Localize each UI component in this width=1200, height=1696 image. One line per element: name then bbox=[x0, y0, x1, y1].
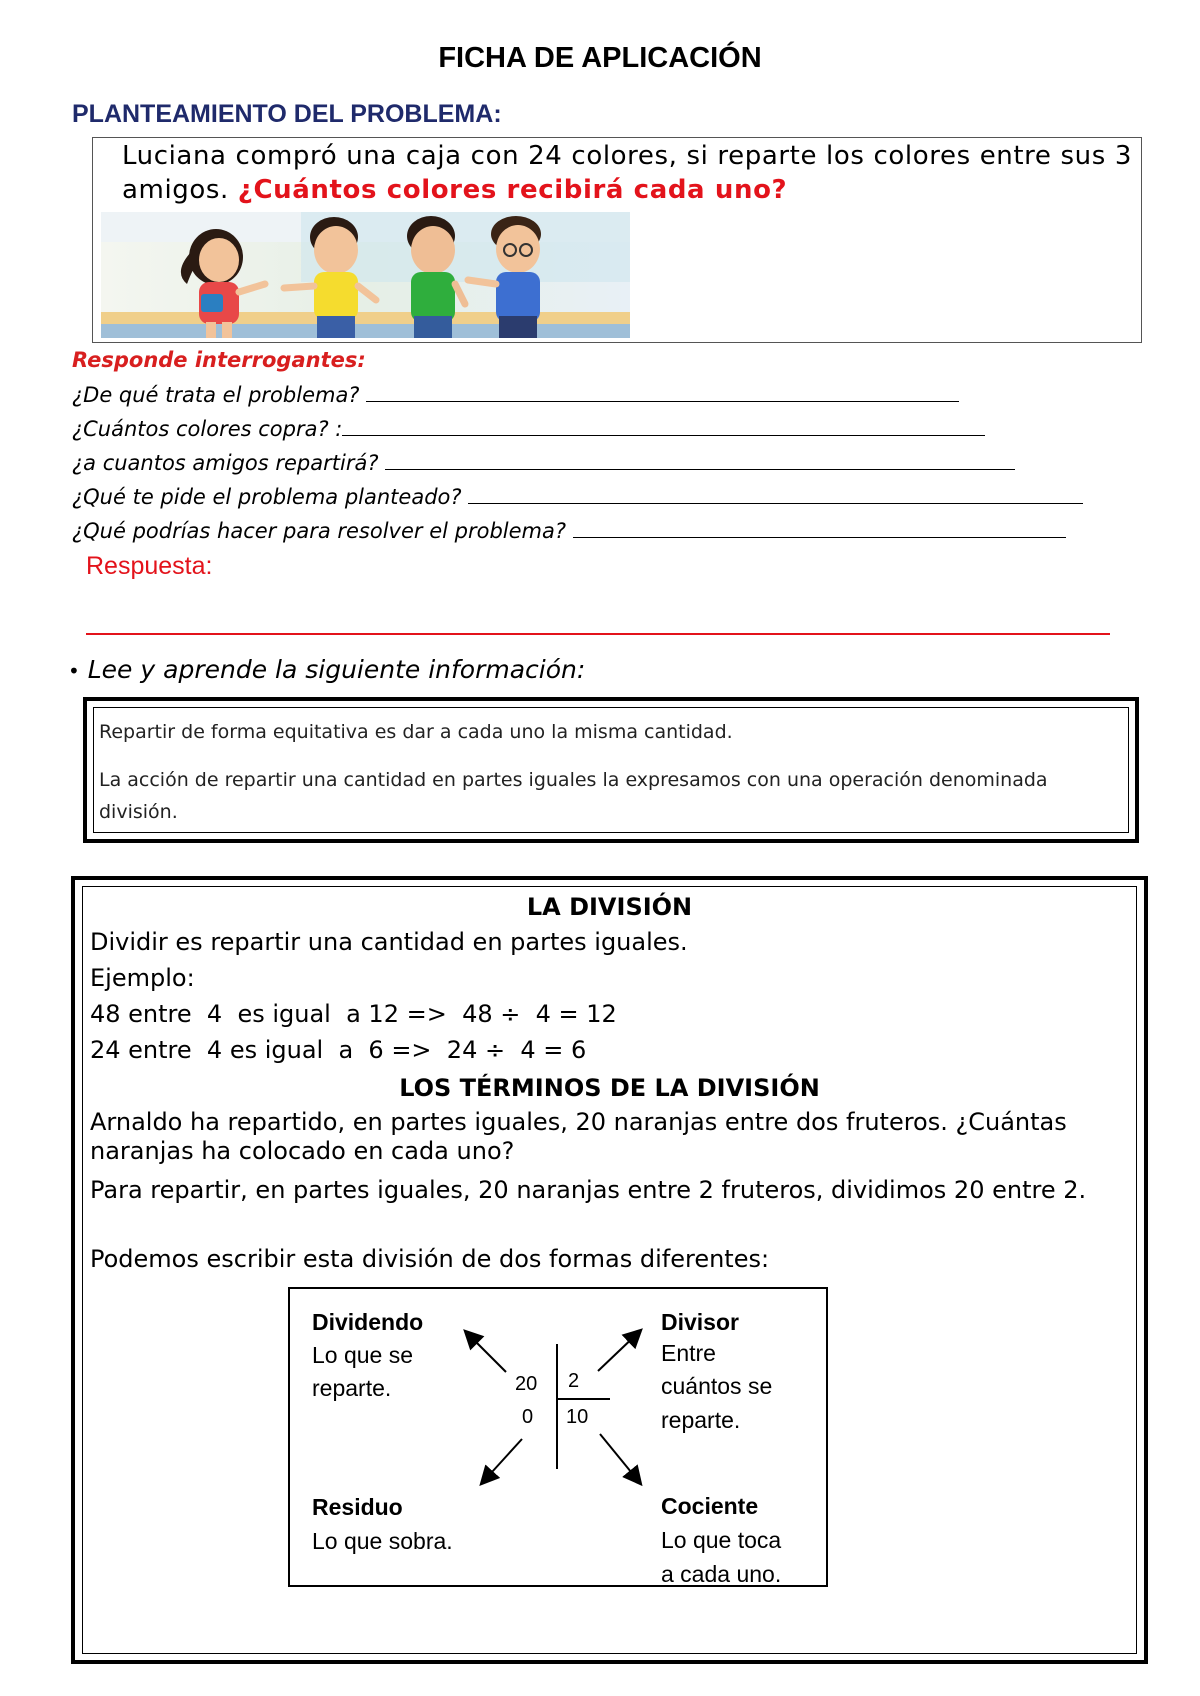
problem-statement bbox=[122, 139, 1132, 207]
division-diagram bbox=[288, 1287, 828, 1587]
children-illustration-icon bbox=[101, 212, 630, 338]
quotient-title: Cociente bbox=[661, 1493, 759, 1519]
question-line-4 bbox=[72, 485, 1083, 509]
answer-blank[interactable] bbox=[385, 451, 1015, 470]
example-label: Ejemplo: bbox=[90, 964, 195, 992]
problem-text: Luciana compró una caja con 24 colores, si reparte los colores entre sus 3 amigos. bbox=[122, 141, 1132, 205]
info-bullet bbox=[68, 655, 585, 684]
answer-blank[interactable] bbox=[468, 485, 1083, 504]
divisor-desc-1: Entre bbox=[661, 1340, 716, 1366]
dividend-arrow-icon bbox=[466, 1332, 506, 1372]
answer-blank[interactable] bbox=[342, 417, 985, 436]
division-title: LA DIVISIÓN bbox=[526, 893, 693, 921]
answer-blank[interactable] bbox=[573, 519, 1066, 538]
page-title: FICHA DE APLICACIÓN bbox=[438, 42, 762, 74]
quotient-arrow-icon bbox=[600, 1434, 640, 1483]
quotient-number: 10 bbox=[566, 1406, 589, 1428]
division-bracket-and-arrows bbox=[290, 1289, 826, 1585]
question-text: ¿Qué te pide el problema planteado? bbox=[72, 485, 462, 509]
dividend-desc-2: reparte. bbox=[312, 1375, 392, 1401]
info-line-2: La acción de repartir una cantidad en partes iguales la expresamos con una operación denominada división. bbox=[99, 769, 1048, 823]
residue-number: 0 bbox=[522, 1406, 534, 1428]
terms-title: LOS TÉRMINOS DE LA DIVISIÓN bbox=[399, 1074, 820, 1102]
divisor-desc-2: cuántos se bbox=[661, 1373, 773, 1399]
dividend-number: 20 bbox=[515, 1373, 538, 1395]
bullet-icon: • bbox=[68, 659, 80, 683]
question-text: ¿a cuantos amigos repartirá? bbox=[72, 451, 379, 475]
answer-blank[interactable] bbox=[366, 383, 959, 402]
residue-title: Residuo bbox=[312, 1494, 403, 1520]
answer-label: Respuesta: bbox=[86, 552, 213, 580]
info-line-1: Repartir de forma equitativa es dar a cada uno la misma cantidad. bbox=[99, 721, 733, 743]
question-text: ¿De qué trata el problema? bbox=[72, 383, 360, 407]
divisor-arrow-icon bbox=[598, 1331, 640, 1371]
question-line-1 bbox=[72, 383, 959, 407]
quotient-desc-2: a cada uno. bbox=[661, 1561, 782, 1587]
dividend-title: Dividendo bbox=[312, 1309, 424, 1335]
residue-desc: Lo que sobra. bbox=[312, 1528, 453, 1554]
terms-paragraph-3: Podemos escribir esta división de dos formas diferentes: bbox=[90, 1245, 770, 1273]
children-illustration bbox=[101, 212, 630, 338]
questions-heading: Responde interrogantes: bbox=[72, 348, 366, 372]
division-definition: Dividir es repartir una cantidad en partes iguales. bbox=[90, 928, 688, 956]
answer-line[interactable] bbox=[86, 633, 1110, 635]
example-1: 48 entre 4 es igual a 12 => 48 ÷ 4 = 12 bbox=[90, 1000, 617, 1028]
example-2: 24 entre 4 es igual a 6 => 24 ÷ 4 = 6 bbox=[90, 1036, 587, 1064]
divisor-title: Divisor bbox=[661, 1309, 739, 1335]
residue-arrow-icon bbox=[482, 1439, 522, 1483]
dividend-desc-1: Lo que se bbox=[312, 1342, 414, 1368]
divisor-number: 2 bbox=[568, 1370, 580, 1392]
divisor-desc-3: reparte. bbox=[661, 1407, 741, 1433]
terms-paragraph-1: Arnaldo ha repartido, en partes iguales, 20 naranjas entre dos fruteros. ¿Cuántas naranjas ha colocado en cada uno? bbox=[90, 1108, 1067, 1165]
quotient-desc-1: Lo que toca bbox=[661, 1527, 782, 1553]
problem-question: ¿Cuántos colores recibirá cada uno? bbox=[237, 175, 788, 205]
section-heading: PLANTEAMIENTO DEL PROBLEMA: bbox=[72, 100, 502, 128]
question-line-3 bbox=[72, 451, 1015, 475]
question-text: ¿Qué podrías hacer para resolver el problema? bbox=[72, 519, 567, 543]
question-line-2 bbox=[72, 417, 985, 441]
question-text: ¿Cuántos colores copra? : bbox=[72, 417, 343, 441]
info-bullet-text: Lee y aprende la siguiente información: bbox=[87, 655, 586, 684]
question-line-5 bbox=[72, 519, 1066, 543]
terms-paragraph-2: Para repartir, en partes iguales, 20 naranjas entre 2 fruteros, dividimos 20 entre 2. bbox=[90, 1176, 1087, 1204]
